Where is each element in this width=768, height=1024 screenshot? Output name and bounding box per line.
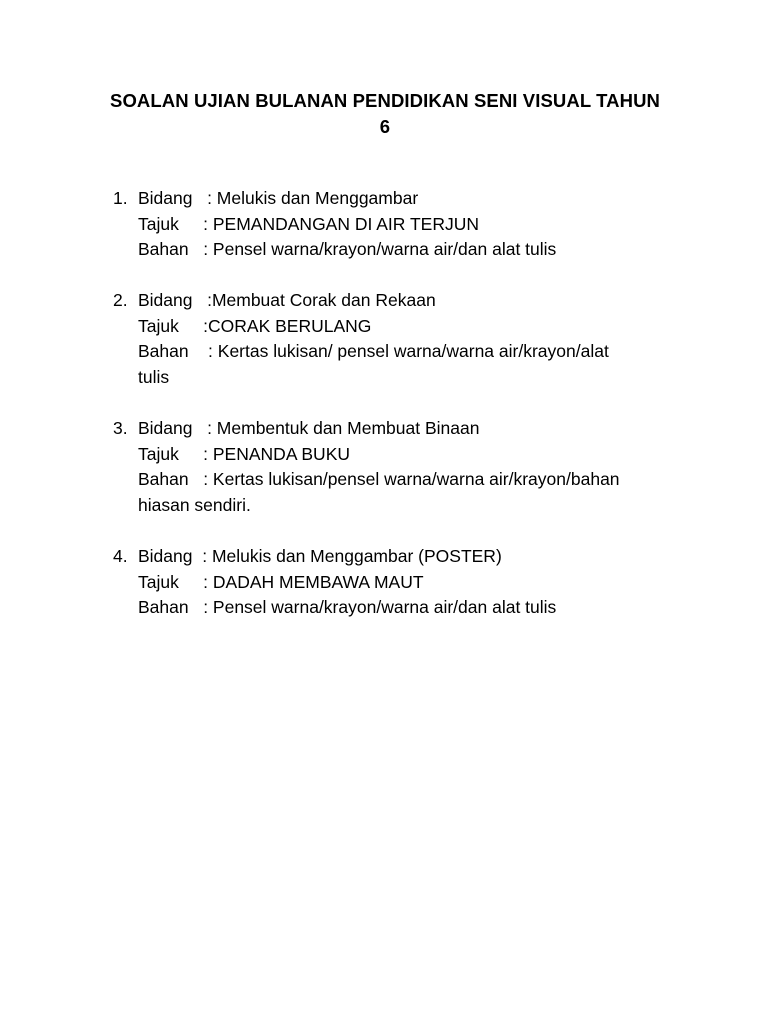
item-tajuk: Tajuk :CORAK BERULANG — [138, 315, 372, 336]
item-bidang: Bidang :Membuat Corak dan Rekaan — [138, 290, 436, 310]
item-bahan: Bahan : Kertas lukisan/pensel warna/warna air/krayon/bahan — [138, 469, 620, 490]
item-tajuk: Tajuk : PEMANDANGAN DI AIR TERJUN — [138, 213, 479, 234]
item-tajuk: Tajuk : PENANDA BUKU — [138, 443, 351, 464]
item-bahan-continued: tulis — [138, 367, 170, 388]
item-bahan-continued: hiasan sendiri. — [138, 495, 251, 516]
item-bidang: Bidang : Membentuk dan Membuat Binaan — [138, 418, 480, 438]
item-bahan: Bahan : Pensel warna/krayon/warna air/dan alat tulis — [138, 597, 557, 618]
item-bidang: Bidang : Melukis dan Menggambar — [138, 188, 419, 208]
title-line-2: 6 — [379, 116, 391, 137]
item-number: 1. — [113, 188, 128, 208]
item-number: 3. — [113, 418, 128, 438]
title-line-1: SOALAN UJIAN BULANAN PENDIDIKAN SENI VISUAL TAHUN — [110, 90, 660, 111]
document-title — [60, 88, 710, 140]
item-bidang: Bidang : Melukis dan Menggambar (POSTER) — [138, 546, 502, 566]
item-number: 2. — [113, 290, 128, 310]
item-number: 4. — [113, 546, 128, 566]
item-bahan: Bahan : Kertas lukisan/ pensel warna/warna air/krayon/alat — [138, 341, 609, 362]
item-bahan: Bahan : Pensel warna/krayon/warna air/dan alat tulis — [138, 239, 557, 260]
item-tajuk: Tajuk : DADAH MEMBAWA MAUT — [138, 571, 424, 592]
